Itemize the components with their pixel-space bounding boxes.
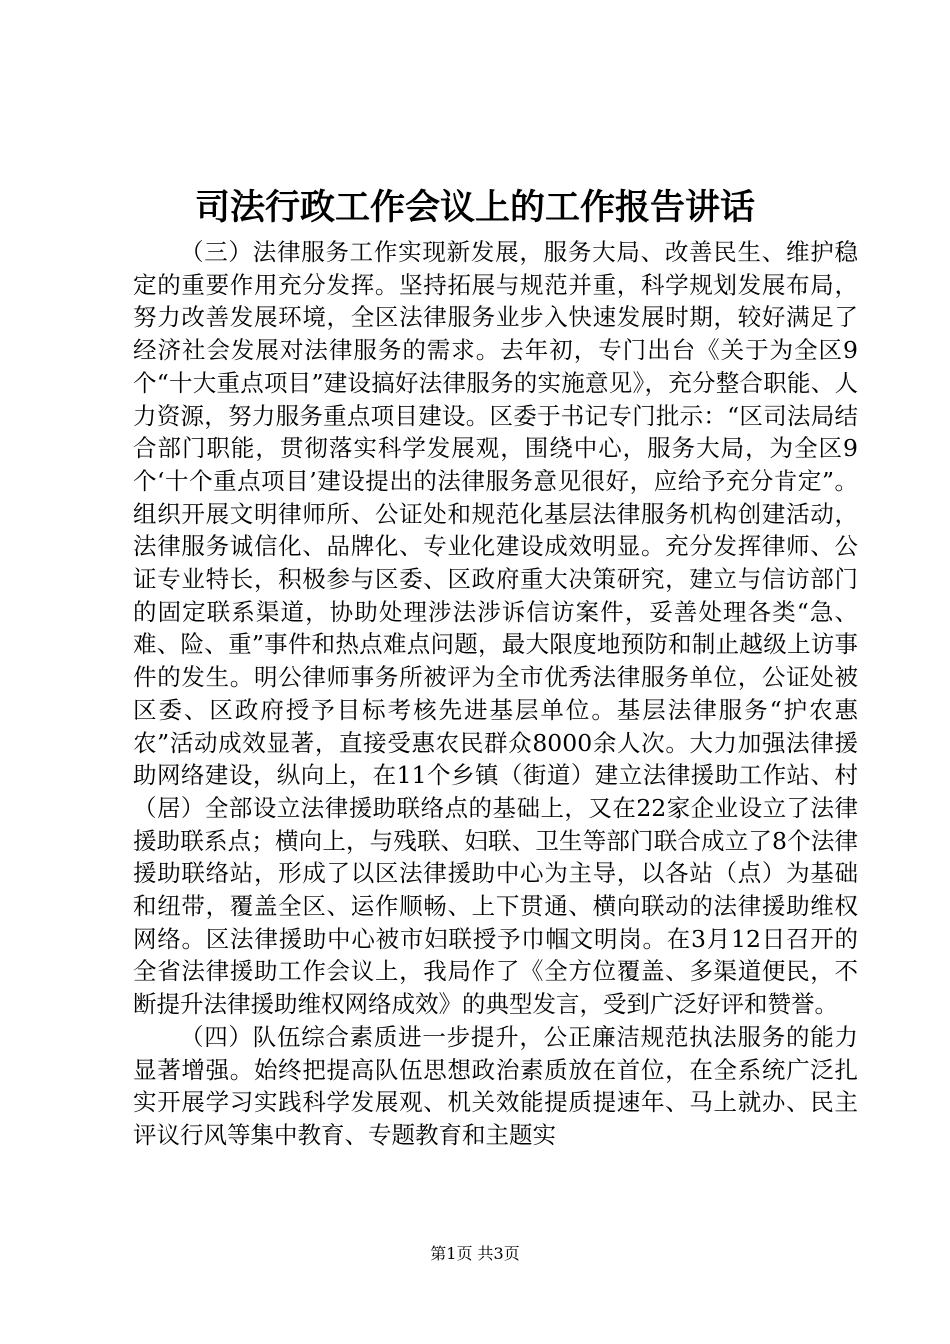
page-number-footer: 第1页 共3页: [430, 1244, 520, 1263]
document-title: 司法行政工作会议上的工作报告讲话: [194, 187, 755, 228]
paragraph-3: （三）法律服务工作实现新发展，服务大局、改善民生、维护稳定的重要作用充分发挥。坚持拓展与规范并重，科学规划发展布局，努力改善发展环境，全区法律服务业步入快速发展时期，较好满足了经济社会发展对法律服务的需求。去年初，专门出台《关于为全区9个“十大重点项目”建设搞好法律服务的实施意见》，充分整合职能、人力资源，努力服务重点项目建设。区委于书记专门批示：“区司法局结合部门职能，贯彻落实科学发展观，围绕中心，服务大局，为全区9个‘十个重点项目’建设提出的法律服务意见很好，应给予充分肯定”。组织开展文明律师所、公证处和规范化基层法律服务机构创建活动，法律服务诚信化、品牌化、专业化建设成效明显。充分发挥律师、公证专业特长，积极参与区委、区政府重大决策研究，建立与信访部门的固定联系渠道，协助处理涉法涉诉信访案件，妥善处理各类“急、难、险、重”事件和热点难点问题，最大限度地预防和制止越级上访事件的发生。明公律师事务所被评为全市优秀法律服务单位，公证处被区委、区政府授予目标考核先进基层单位。基层法律服务“护农惠农”活动成效显著，直接受惠农民群众8000余人次。大力加强法律援助网络建设，纵向上，在11个乡镇（街道）建立法律援助工作站、村（居）全部设立法律援助联络点的基础上，又在22家企业设立了法律援助联系点；横向上，与残联、妇联、卫生等部门联合成立了8个法律援助联络站，形成了以区法律援助中心为主导，以各站（点）为基础和纽带，覆盖全区、运作顺畅、上下贯通、横向联动的法律援助维权网络。区法律援助中心被市妇联授予巾帼文明岗。在3月12日召开的全省法律援助工作会议上，我局作了《全方位覆盖、多渠道便民，不断提升法律援助维权网络成效》的典型发言，受到广泛好评和赞誉。: [133, 238, 858, 1019]
document-body: [133, 236, 858, 1152]
paragraph-4: （四）队伍综合素质进一步提升，公正廉洁规范执法服务的能力显著增强。始终把提高队伍思想政治素质放在首位，在全系统广泛扎实开展学习实践科学发展观、机关效能提质提速年、马上就办、民主评议行风等集中教育、专题教育和主题实: [133, 1022, 858, 1149]
